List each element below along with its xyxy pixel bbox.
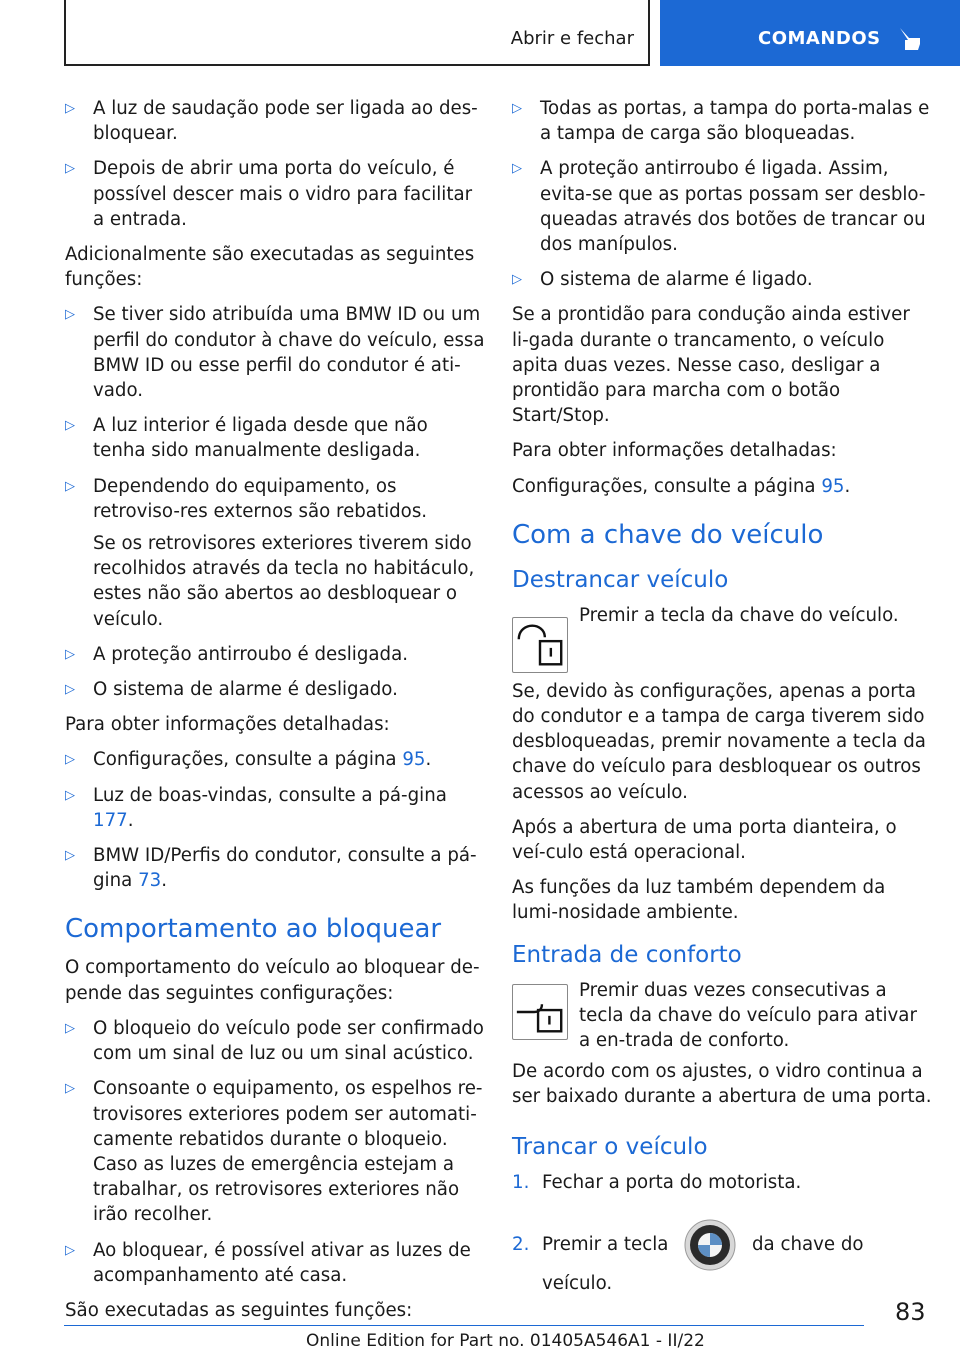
bullet-marker-icon: ▷ [65,848,75,864]
bullet-marker-icon: ▷ [65,418,75,434]
list-item: ▷ O sistema de alarme é desligado. [65,677,485,702]
step-item: 2. Premir a tecla da chave do veículo. [512,1219,932,1296]
left-column [65,96,485,1333]
section-header-box [64,0,650,66]
right-column [512,96,932,1306]
paragraph: Para obter informações detalhadas: [65,714,390,736]
list-item: ▷ Todas as portas, a tampa do porta-malas e a tampa de carga são bloqueadas. [512,98,930,145]
page-header [0,0,960,66]
bullet-marker-icon: ▷ [65,682,75,698]
paragraph: Para obter informações detalhadas: [512,440,837,462]
paragraph: Se a prontidão para condução ainda estiver li-gada durante o trancamento, o veículo apita duas vezes. Nesse caso, desligar a prontidão para marcha com o botão Start/Stop. [512,304,910,427]
instruction-text: Premir duas vezes consecutivas a tecla da chave do veículo para ativar a en-trada de conforto. [579,979,917,1052]
bullet-marker-icon: ▷ [65,752,75,768]
paragraph: O comportamento do veículo ao bloquear de-pende das seguintes configurações: [65,957,480,1004]
bullet-marker-icon: ▷ [65,1242,75,1258]
subsection-heading: Destrancar veículo [512,566,729,593]
hand-pointer-icon [896,26,922,54]
list-item: ▷ A proteção antirroubo é desligada. [65,642,485,667]
unlock-padlock-icon [512,617,568,673]
unlock-padlock-icon [512,984,568,1040]
page-link[interactable]: 95 [402,749,426,771]
page-number: 83 [895,1298,926,1326]
list-item: ▷ A luz de saudação pode ser ligada ao des-bloquear. [65,98,478,145]
list-item: ▷ Se tiver sido atribuída uma BMW ID ou um perfil do condutor à chave do veículo, essa BMW ID ou esse perfil do condutor é ati-vado. [65,304,485,402]
bullet-marker-icon: ▷ [512,101,522,116]
list-item: ▷ Consoante o equipamento, os espelhos re-trovisores exteriores podem ser automati-camente rebatidos durante o bloqueio. Caso as luzes de emergência estejam a trabalhar, os retrovisores exteriores não irão recolher. [65,1078,483,1226]
list-item: ▷ Depois de abrir uma porta do veículo, é possível descer mais o vidro para facilitar a entrada. [65,158,473,230]
subsection-heading: Trancar o veículo [512,1133,708,1160]
paragraph: As funções da luz também dependem da lumi-nosidade ambiente. [512,877,886,924]
page-link[interactable]: 73 [138,870,162,892]
paragraph: Se, devido às configurações, apenas a porta do condutor e a tampa de carga tiverem sido desbloqueadas, premir novamente a tecla da chave do veículo para desbloquear os outros acessos ao veículo. [512,680,926,803]
subsection-heading: Entrada de conforto [512,941,742,968]
list-item: ▷ Ao bloquear, é possível ativar as luzes de acompanhamento até casa. [65,1239,471,1286]
step-number: 1. [512,1171,530,1193]
unlock-instruction [512,603,932,673]
bullet-marker-icon: ▷ [65,478,75,494]
bullet-marker-icon: ▷ [65,1020,75,1036]
bullet-marker-icon: ▷ [512,272,522,288]
paragraph: São executadas as seguintes funções: [65,1299,413,1321]
reference-item: ▷ BMW ID/Perfis do condutor, consulte a pá-gina 73. [65,845,477,892]
instruction-text: Premir a tecla da chave do veículo. [579,604,899,626]
step-item: 1. Fechar a porta do motorista. [512,1170,932,1195]
bullet-marker-icon: ▷ [65,101,75,116]
bullet-marker-icon: ▷ [65,787,75,803]
list-item: ▷ A proteção antirroubo é ligada. Assim, evita-se que as portas possam ser desblo-queadas através dos botões de trancar ou dos manípulos. [512,158,926,256]
comfort-instruction [512,978,932,1054]
bullet-marker-icon: ▷ [65,1081,75,1097]
footer-divider [64,1325,864,1326]
chapter-tab-label: COMANDOS [758,28,881,49]
section-title: Abrir e fechar [510,28,634,49]
chapter-tab [660,0,960,66]
paragraph: Adicionalmente são executadas as seguintes funções: [65,244,475,291]
list-item: ▷ O sistema de alarme é ligado. [512,267,932,292]
bullet-marker-icon: ▷ [65,161,75,177]
reference-item: ▷ Configurações, consulte a página 95. [65,747,485,772]
bullet-marker-icon: ▷ [65,307,75,323]
page-link[interactable]: 177 [93,809,128,831]
section-heading: Com a chave do veículo [512,519,824,550]
page-link[interactable]: 95 [821,475,845,497]
edition-note: Online Edition for Part no. 01405A546A1 - II/22 [306,1331,705,1351]
list-item-note: Se os retrovisores exteriores tiverem sido recolhidos através da tecla no habitáculo, estes não são abertos ao desbloquear o veículo. [93,533,475,630]
list-item: ▷ O bloqueio do veículo pode ser confirmado com um sinal de luz ou um sinal acústico. [65,1017,484,1065]
section-heading: Comportamento ao bloquear [65,914,442,945]
step-number: 2. [512,1233,530,1255]
reference-item: ▷ Luz de boas-vindas, consulte a pá-gina 177. [65,784,447,831]
list-item: ▷ A luz interior é ligada desde que não tenha sido manualmente desligada. [65,415,428,462]
reference-paragraph: Configurações, consulte a página 95. [512,475,851,497]
bullet-marker-icon: ▷ [512,161,522,177]
paragraph: De acordo com os ajustes, o vidro continua a ser baixado durante a abertura de uma porta. [512,1061,932,1108]
list-item: ▷ Dependendo do equipamento, os retroviso-res externos são rebatidos. Se os retrovisores exteriores tiverem sido recolhidos através da tecla no habitáculo, estes não são abertos ao desbloquear o veículo. [65,474,485,632]
paragraph: Após a abertura de uma porta dianteira, o veí-culo está operacional. [512,816,897,864]
bmw-logo-button-icon [684,1219,736,1271]
bullet-marker-icon: ▷ [65,646,75,662]
